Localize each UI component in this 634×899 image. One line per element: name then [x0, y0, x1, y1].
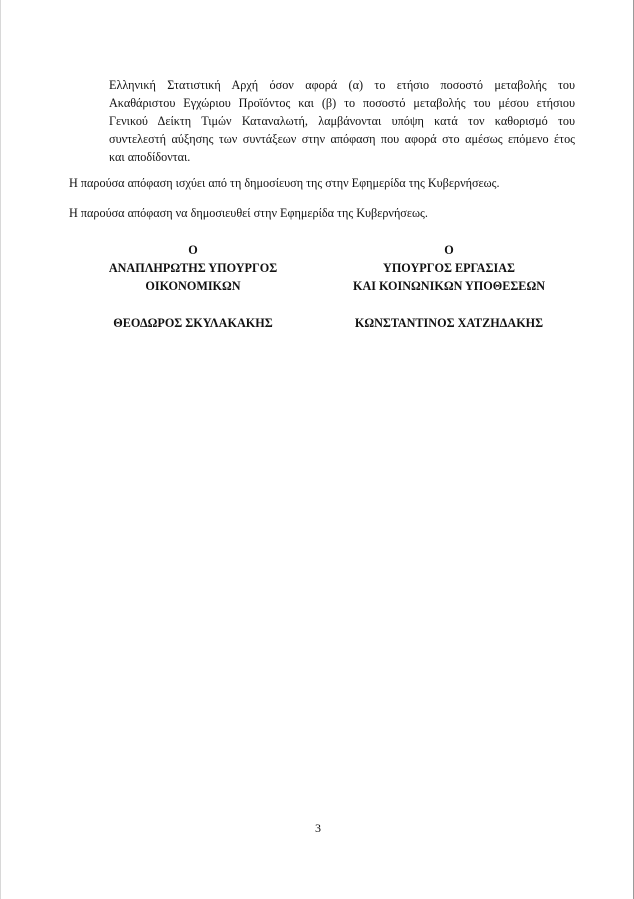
signature-name: ΘΕΟΔΩΡΟΣ ΣΚΥΛΑΚΑΚΗΣ	[113, 316, 273, 330]
page-number: 3	[315, 821, 321, 835]
paragraph-line: Γενικού Δείκτη Τιμών Καταναλωτή, λαμβάνονται υπόψη κατά τον καθορισμό του	[109, 114, 575, 128]
signature-block-right	[319, 241, 579, 332]
paragraph-effective-date: Η παρούσα απόφαση ισχύει από τη δημοσίευση της στην Εφημερίδα της Κυβερνήσεως.	[69, 176, 500, 190]
signature-title: ΚΑΙ ΚΟΙΝΩΝΙΚΩΝ ΥΠΟΘΕΣΕΩΝ	[352, 279, 546, 293]
signature-block-left	[63, 241, 323, 332]
paragraph-line: Ακαθάριστου Εγχώριου Προϊόντος και (β) το ποσοστό μεταβολής του μέσου ετήσιου	[109, 96, 575, 110]
paragraph-line: συντελεστή αύξησης των συντάξεων στην απόφαση που αφορά στο αμέσως επόμενο έτος	[109, 132, 575, 146]
signature-title: ΥΠΟΥΡΓΟΣ ΕΡΓΑΣΙΑΣ	[383, 261, 515, 275]
paragraph-publication: Η παρούσα απόφαση να δημοσιευθεί στην Εφημερίδα της Κυβερνήσεως.	[69, 206, 428, 220]
signature-article: Ο	[188, 243, 198, 257]
signature-title: ΟΙΚΟΝΟΜΙΚΩΝ	[145, 279, 241, 293]
signature-title: ΑΝΑΠΛΗΡΩΤΗΣ ΥΠΟΥΡΓΟΣ	[108, 261, 278, 275]
paragraph-statistics	[109, 76, 575, 166]
paragraph-line: Ελληνική Στατιστική Αρχή όσον αφορά (α) το ετήσιο ποσοστό μεταβολής του	[109, 78, 575, 92]
paragraph-line: και αποδίδονται.	[109, 150, 191, 164]
signature-name: ΚΩΝΣΤΑΝΤΙΝΟΣ ΧΑΤΖΗΔΑΚΗΣ	[354, 316, 544, 330]
signature-article: Ο	[444, 243, 454, 257]
